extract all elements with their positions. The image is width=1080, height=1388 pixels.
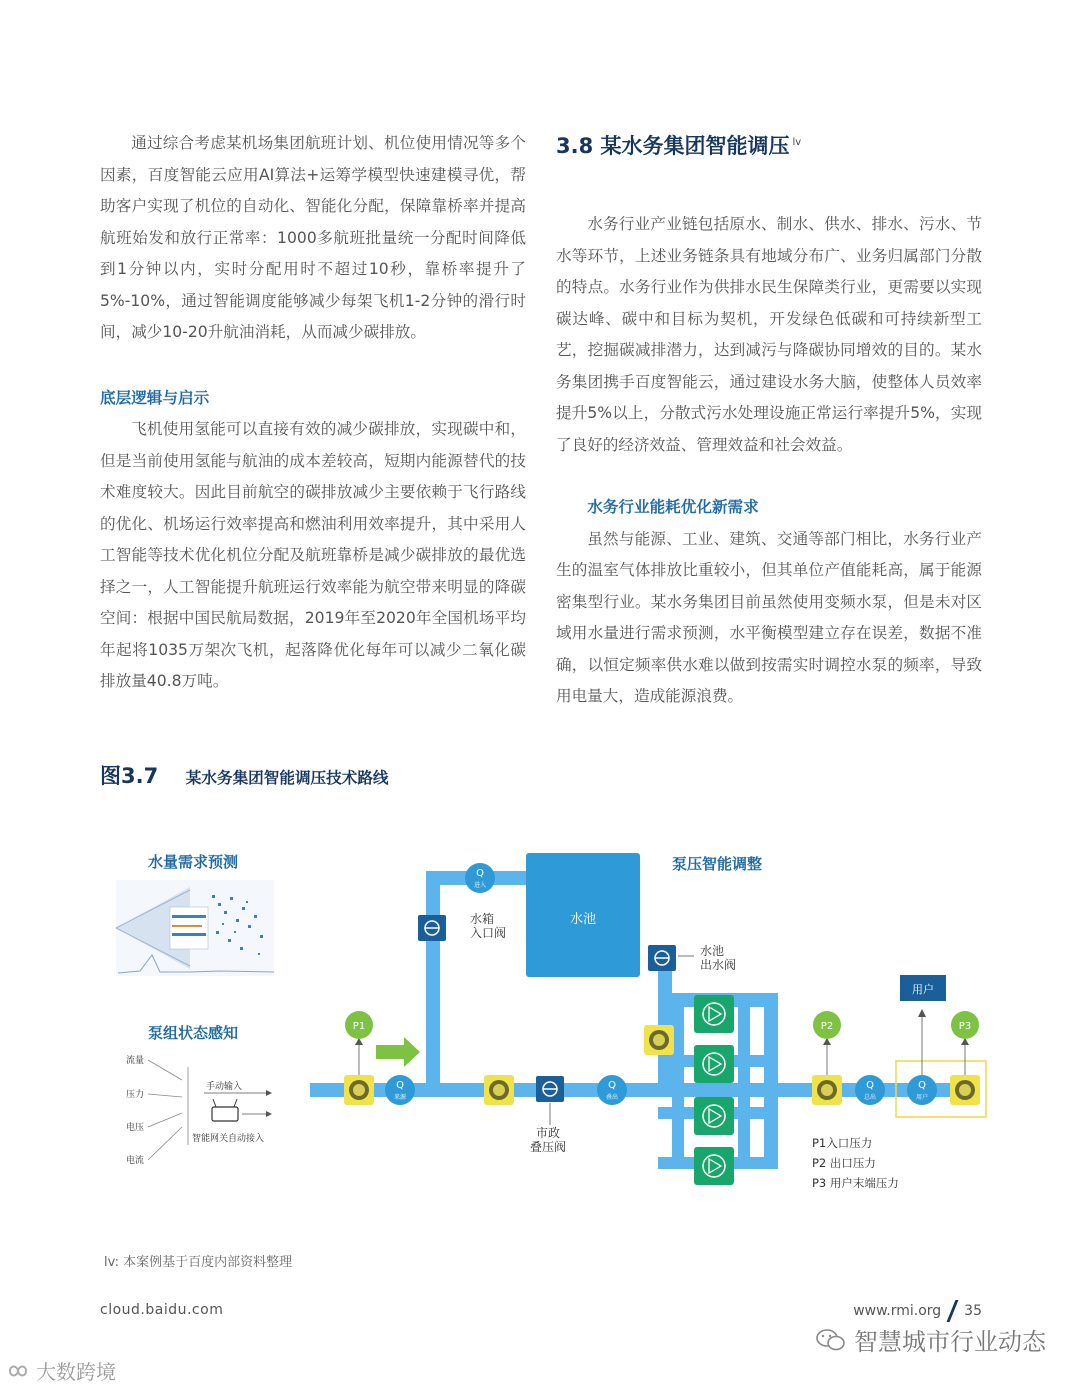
q-source-label: 来源: [393, 1094, 407, 1101]
q-user-letter: Q: [918, 1080, 926, 1091]
right-column: [556, 128, 982, 713]
legend-p1: P1入口压力: [812, 1136, 873, 1150]
legend-p3: P3 用户末端压力: [812, 1176, 899, 1190]
pump-state-title: 泵组状态感知: [148, 1024, 239, 1042]
section-title: [556, 128, 982, 161]
pool-label: 水池: [569, 912, 597, 927]
legend-p2: P2 出口压力: [812, 1156, 876, 1170]
page-number: 35: [964, 1303, 982, 1319]
watermark-left-text: 大数跨境: [36, 1360, 116, 1384]
sensor-inputs: [126, 1054, 272, 1166]
wechat-icon: [816, 1328, 846, 1352]
footer-website: cloud.baidu.com: [100, 1302, 224, 1318]
q-outlet-label: 总出: [863, 1094, 877, 1101]
section-title-text: 3.8 某水务集团智能调压: [556, 134, 790, 158]
pool-outlet-valve-label-1: 水池: [700, 944, 725, 958]
figure-caption-text: 某水务集团智能调压技术路线: [185, 769, 389, 787]
figure-caption: [100, 760, 389, 790]
sensor-flow-label: 流量: [126, 1056, 145, 1066]
q-out-label: 叠出: [605, 1094, 619, 1101]
left-paragraph-1: 通过综合考虑某机场集团航班计划、机位使用情况等多个因素，百度智能云应用AI算法+运筹学模型快速建模寻优，帮助客户实现了机位的自动化、智能化分配，保障靠桥率并提高航班始发和放行正常率：1000多航班批量统一分配时间降低到1分钟以内，实时分配用时不超过10秒，靠桥率提升了5%-10%，通过智能调度能够减少每架飞机1-2分钟的滑行时间，减少10-20升航油消耗，从而减少碳排放。: [100, 134, 526, 341]
q-outlet-letter: Q: [866, 1080, 874, 1091]
q-inlet-label: 进入: [473, 882, 487, 889]
footer-page-info: [853, 1300, 982, 1322]
q-source-letter: Q: [396, 1080, 404, 1091]
tank-inlet-valve-label-2: 入口阀: [470, 926, 507, 940]
footer-site: www.rmi.org: [853, 1303, 942, 1319]
p3-label: P3: [958, 1021, 972, 1032]
section-footnote-marker: lv: [792, 137, 802, 148]
tank-inlet-valve-label-1: 水箱: [470, 912, 495, 926]
flow-arrow-icon: [376, 1037, 420, 1067]
forecast-chart-thumbnail: [116, 880, 274, 976]
watermark-right-text: 智慧城市行业动态: [854, 1328, 1046, 1356]
q-out-letter: Q: [608, 1080, 616, 1091]
tank-inlet-valve-icon: [418, 915, 446, 941]
footnote: lv: 本案例基于百度内部资料整理: [104, 1255, 293, 1270]
p2-label: P2: [820, 1021, 834, 1032]
sensor-pressure-label: 压力: [126, 1090, 145, 1100]
left-column: [100, 128, 526, 698]
left-subheading: 底层逻辑与启示: [100, 388, 210, 407]
q-user-label: 用户: [915, 1094, 929, 1101]
user-box-label: 用户: [912, 983, 934, 996]
p1-label: P1: [352, 1021, 366, 1032]
router-icon: [212, 1107, 238, 1121]
infinity-logo-icon: [6, 1361, 30, 1381]
pipe-network: [310, 871, 980, 1169]
right-paragraph-1: 水务行业产业链包括原水、制水、供水、排水、污水、节水等环节，上述业务链条具有地域分布广、业务归属部门分散的特点。水务行业作为供排水民生保障类行业，更需要以实现碳达峰、碳中和目标为契机，开发绿色低碳和可持续新型工艺，挖掘碳减排潜力，达到减污与降碳协同增效的目的。某水务集团携手百度智能云，通过建设水务大脑，使整体人员效率提升5%以上，分散式污水处理设施正常运行率提升5%，实现了良好的经济效益、管理效益和社会效益。: [556, 215, 982, 454]
sensor-voltage-label: 电压: [126, 1123, 145, 1133]
right-subheading: 水务行业能耗优化新需求: [587, 498, 759, 516]
right-paragraph-2: 虽然与能源、工业、建筑、交通等部门相比，水务行业产生的温室气体排放比重较小，但其单位产值能耗高，属于能源密集型行业。某水务集团目前虽然使用变频水泵，但是未对区域用水量进行需求预测，水平衡模型建立存在误差，数据不准确，以恒定频率供水难以做到按需实时调控水泵的频率，导致用电量大，造成能源浪费。: [556, 529, 982, 705]
figure-number: 图3.7: [100, 764, 159, 788]
municipal-valve-label-2: 叠压阀: [529, 1140, 567, 1154]
watermark-left: [6, 1356, 116, 1385]
municipal-valve-label-1: 市政: [535, 1126, 561, 1140]
pool-outlet-valve-label-2: 出水阀: [700, 958, 737, 972]
manual-input-label: 手动输入: [206, 1082, 243, 1092]
gateway-input-label: 智能网关自动接入: [192, 1134, 265, 1144]
footer-slash: [947, 1300, 959, 1322]
water-demand-title: 水量需求预测: [148, 853, 239, 871]
pool-outlet-valve-icon: [648, 945, 676, 971]
pressure-legend: [812, 1136, 899, 1190]
water-pressure-diagram: [100, 835, 1000, 1205]
sensor-current-label: 电流: [126, 1156, 145, 1166]
municipal-valve-icon: [536, 1076, 564, 1102]
q-inlet-letter: Q: [476, 868, 484, 879]
left-paragraph-2: 飞机使用氢能可以直接有效的减少碳排放，实现碳中和，但是当前使用氢能与航油的成本差较高，短期内能源替代的技术难度较大。因此目前航空的碳排放减少主要依赖于飞行路线的优化、机场运行效率提高和燃油利用效率提升，其中采用人工智能等技术优化机位分配及航班靠桥是减少碳排放的最优选择之一，人工智能提升航班运行效率能为航空带来明显的降碳空间：根据中国民航局数据，2019年至2020年全国机场平均年起将1035万架次飞机，起落降优化每年可以减少二氧化碳排放量40.8万吨。: [100, 420, 526, 690]
pump-control-title: 泵压智能调整: [672, 855, 763, 873]
watermark-right: [816, 1322, 1046, 1357]
